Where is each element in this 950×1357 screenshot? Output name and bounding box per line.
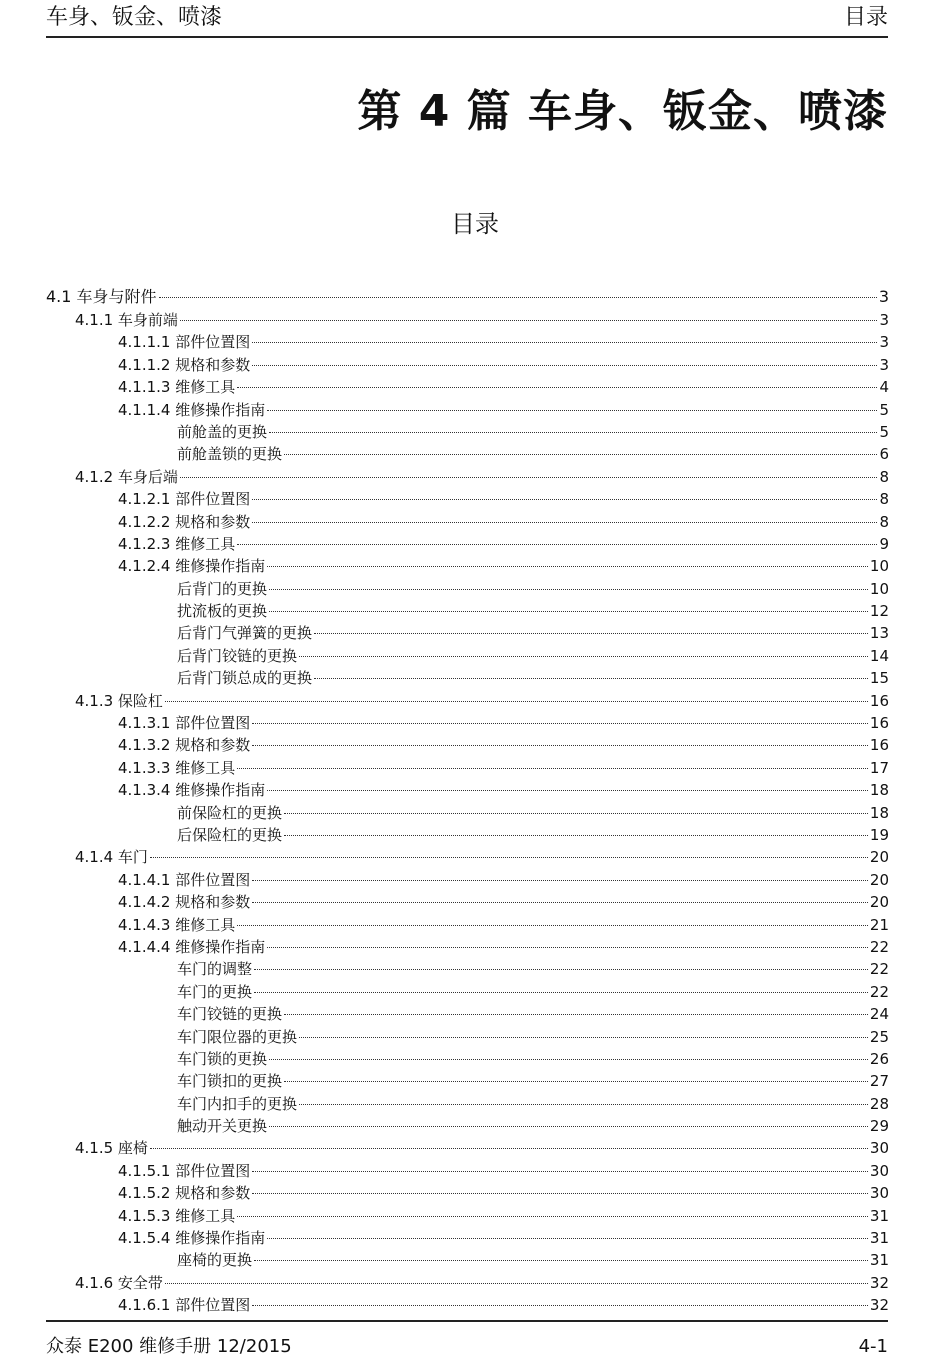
toc-entry[interactable] <box>46 667 889 689</box>
dot-leader <box>252 902 868 903</box>
dot-leader <box>284 454 877 455</box>
toc-entry-page: 30 <box>869 1184 889 1203</box>
dot-leader <box>269 589 868 590</box>
toc-entry[interactable] <box>46 354 889 376</box>
toc-entry-label: 车门锁扣的更换 <box>177 1072 283 1091</box>
toc-entry[interactable] <box>46 914 889 936</box>
dot-leader <box>237 768 868 769</box>
toc-entry[interactable] <box>46 824 889 846</box>
footer-page-number: 4-1 <box>858 1336 888 1357</box>
toc-entry-label: 扰流板的更换 <box>177 602 268 621</box>
toc-heading: 目录 <box>451 210 499 238</box>
dot-leader <box>267 1238 868 1239</box>
toc-entry[interactable] <box>46 555 889 577</box>
toc-entry-label: 4.1.5 座椅 <box>75 1139 148 1158</box>
toc-entry-label: 4.1.5.4 维修操作指南 <box>118 1229 266 1248</box>
dot-leader <box>314 678 868 679</box>
toc-entry-page: 22 <box>869 937 889 956</box>
toc-entry-page: 20 <box>869 870 889 889</box>
dot-leader <box>150 857 868 858</box>
toc-entry[interactable] <box>46 488 889 510</box>
toc-entry-label: 4.1.2.2 规格和参数 <box>118 512 251 531</box>
toc-entry-label: 4.1.5.1 部件位置图 <box>118 1161 251 1180</box>
toc-entry-label: 4.1.2.4 维修操作指南 <box>118 557 266 576</box>
toc-entry-page: 6 <box>879 445 889 464</box>
dot-leader <box>165 1283 868 1284</box>
toc-entry-label: 4.1.4.3 维修工具 <box>118 915 236 934</box>
toc-entry[interactable] <box>46 376 889 398</box>
toc-entry-label: 4.1.3.3 维修工具 <box>118 758 236 777</box>
toc-entry[interactable] <box>46 466 889 488</box>
toc-entry[interactable] <box>46 1205 889 1227</box>
dot-leader <box>269 611 868 612</box>
toc-entry-page: 4 <box>879 378 889 397</box>
toc-entry-page: 3 <box>879 333 889 352</box>
dot-leader <box>284 835 868 836</box>
toc-entry-page: 31 <box>869 1229 889 1248</box>
toc-entry-label: 车门铰链的更换 <box>177 1005 283 1024</box>
toc-entry[interactable] <box>46 734 889 756</box>
toc-entry-page: 18 <box>869 781 889 800</box>
toc-entry-label: 4.1.3.4 维修操作指南 <box>118 781 266 800</box>
toc-entry[interactable] <box>46 690 889 712</box>
toc-entry[interactable] <box>46 1093 889 1115</box>
dot-leader <box>252 880 868 881</box>
dot-leader <box>299 1104 868 1105</box>
dot-leader <box>252 745 868 746</box>
toc-entry-label: 4.1.3.1 部件位置图 <box>118 714 251 733</box>
dot-leader <box>267 790 868 791</box>
toc-entry-page: 21 <box>869 915 889 934</box>
dot-leader <box>252 1193 868 1194</box>
toc-entry-label: 4.1.2 车身后端 <box>75 467 178 486</box>
toc-entry-page: 30 <box>869 1161 889 1180</box>
toc-entry[interactable] <box>46 1227 889 1249</box>
toc-entry-label: 前保险杠的更换 <box>177 803 283 822</box>
dot-leader <box>267 410 877 411</box>
dot-leader <box>252 1171 868 1172</box>
toc-entry[interactable] <box>46 600 889 622</box>
toc-entry-page: 8 <box>879 512 889 531</box>
toc-entry-label: 车门内扣手的更换 <box>177 1094 298 1113</box>
toc-entry-page: 5 <box>879 422 889 441</box>
toc-entry-label: 触动开关更换 <box>177 1117 268 1136</box>
dot-leader <box>252 499 877 500</box>
toc-entry-page: 5 <box>879 400 889 419</box>
dot-leader <box>269 1059 868 1060</box>
toc-entry[interactable] <box>46 757 889 779</box>
toc-entry-label: 4.1.1.3 维修工具 <box>118 378 236 397</box>
toc-entry[interactable] <box>46 285 889 309</box>
header-section-title: 车身、钣金、喷漆 <box>46 5 223 30</box>
toc-entry-page: 16 <box>869 691 889 710</box>
toc-entry-page: 30 <box>869 1139 889 1158</box>
toc-entry[interactable] <box>46 1070 889 1092</box>
toc-entry-page: 20 <box>869 848 889 867</box>
toc-entry-page: 16 <box>869 736 889 755</box>
dot-leader <box>237 1216 868 1217</box>
dot-leader <box>237 387 877 388</box>
dot-leader <box>299 656 868 657</box>
toc-entry-page: 31 <box>869 1251 889 1270</box>
toc-entry[interactable] <box>46 1249 889 1271</box>
toc-entry-label: 4.1.2.1 部件位置图 <box>118 490 251 509</box>
dot-leader <box>314 633 868 634</box>
dot-leader <box>150 1148 868 1149</box>
toc-entry-page: 31 <box>869 1206 889 1225</box>
toc-entry-page: 25 <box>869 1027 889 1046</box>
toc-entry-page: 10 <box>869 557 889 576</box>
toc-entry-label: 4.1.4.1 部件位置图 <box>118 870 251 889</box>
toc-entry-label: 4.1.1.4 维修操作指南 <box>118 400 266 419</box>
toc-entry-page: 17 <box>869 758 889 777</box>
toc-entry-label: 前舱盖的更换 <box>177 422 268 441</box>
toc-entry-page: 15 <box>869 669 889 688</box>
dot-leader <box>267 947 868 948</box>
table-of-contents <box>46 285 889 1317</box>
toc-entry-page: 3 <box>879 311 889 329</box>
toc-entry[interactable] <box>46 1048 889 1070</box>
toc-entry-page: 27 <box>869 1072 889 1091</box>
toc-entry[interactable] <box>46 1115 889 1137</box>
toc-entry[interactable] <box>46 891 889 913</box>
dot-leader <box>267 566 868 567</box>
toc-entry[interactable] <box>46 399 889 421</box>
dot-leader <box>165 701 868 702</box>
toc-entry-label: 车门锁的更换 <box>177 1049 268 1068</box>
toc-entry-label: 4.1.5.2 规格和参数 <box>118 1184 251 1203</box>
toc-entry-page: 20 <box>869 893 889 912</box>
toc-entry-label: 4.1.6 安全带 <box>75 1273 163 1292</box>
toc-entry-page: 26 <box>869 1049 889 1068</box>
toc-entry-page: 32 <box>869 1296 889 1315</box>
toc-entry-page: 24 <box>869 1005 889 1024</box>
toc-entry-label: 座椅的更换 <box>177 1251 253 1270</box>
dot-leader <box>284 1014 868 1015</box>
toc-entry[interactable] <box>46 1272 889 1294</box>
toc-entry[interactable] <box>46 779 889 801</box>
dot-leader <box>254 969 868 970</box>
toc-entry-label: 车门的更换 <box>177 982 253 1001</box>
toc-entry-label: 4.1.2.3 维修工具 <box>118 534 236 553</box>
dot-leader <box>252 723 868 724</box>
toc-entry[interactable] <box>46 1182 889 1204</box>
toc-entry-label: 后背门锁总成的更换 <box>177 669 313 688</box>
toc-entry[interactable] <box>46 421 889 443</box>
dot-leader <box>180 320 878 321</box>
dot-leader <box>252 522 877 523</box>
toc-entry-label: 4.1.1 车身前端 <box>75 311 178 329</box>
toc-entry-label: 4.1.3 保险杠 <box>75 691 163 710</box>
toc-entry-page: 32 <box>869 1273 889 1292</box>
part-title: 第 4 篇 车身、钣金、喷漆 <box>357 86 888 137</box>
toc-entry[interactable] <box>46 645 889 667</box>
dot-leader <box>269 1126 868 1127</box>
toc-entry-page: 28 <box>869 1094 889 1113</box>
toc-entry-label: 4.1.4 车门 <box>75 848 148 867</box>
toc-entry-label: 后保险杠的更换 <box>177 825 283 844</box>
toc-entry-page: 3 <box>879 355 889 374</box>
dot-leader <box>254 1260 868 1261</box>
dot-leader <box>284 813 868 814</box>
toc-entry[interactable] <box>46 511 889 533</box>
running-header <box>46 0 888 38</box>
header-toc-label: 目录 <box>843 5 888 30</box>
toc-entry-label: 4.1.1.1 部件位置图 <box>118 333 251 352</box>
toc-entry-page: 8 <box>879 490 889 509</box>
toc-entry-page: 18 <box>869 803 889 822</box>
dot-leader <box>299 1037 868 1038</box>
toc-entry[interactable] <box>46 578 889 600</box>
toc-entry-page: 13 <box>869 624 889 643</box>
toc-entry[interactable] <box>46 331 889 353</box>
dot-leader <box>237 925 868 926</box>
toc-entry-label: 后背门气弹簧的更换 <box>177 624 313 643</box>
toc-entry[interactable] <box>46 846 889 868</box>
toc-entry-label: 4.1.6.1 部件位置图 <box>118 1296 251 1315</box>
toc-entry[interactable] <box>46 981 889 1003</box>
toc-entry[interactable] <box>46 712 889 734</box>
toc-entry-label: 4.1.5.3 维修工具 <box>118 1206 236 1225</box>
toc-entry[interactable] <box>46 309 889 331</box>
toc-entry[interactable] <box>46 802 889 824</box>
toc-entry[interactable] <box>46 1026 889 1048</box>
toc-entry-page: 29 <box>869 1117 889 1136</box>
dot-leader <box>237 544 877 545</box>
toc-entry-page: 8 <box>879 467 889 486</box>
dot-leader <box>180 477 878 478</box>
dot-leader <box>252 365 877 366</box>
toc-entry[interactable] <box>46 1294 889 1316</box>
footer-manual-title: 众泰 E200 维修手册 12/2015 <box>46 1336 292 1357</box>
toc-entry[interactable] <box>46 869 889 891</box>
toc-entry-page: 10 <box>869 579 889 598</box>
toc-entry-label: 后背门的更换 <box>177 579 268 598</box>
dot-leader <box>159 297 877 298</box>
toc-entry-page: 3 <box>878 287 889 306</box>
toc-entry-page: 22 <box>869 960 889 979</box>
toc-entry[interactable] <box>46 622 889 644</box>
toc-entry-label: 4.1.1.2 规格和参数 <box>118 355 251 374</box>
running-footer <box>46 1320 888 1356</box>
dot-leader <box>252 342 877 343</box>
toc-entry[interactable] <box>46 1137 889 1159</box>
toc-entry-page: 14 <box>869 646 889 665</box>
toc-entry-label: 4.1.3.2 规格和参数 <box>118 736 251 755</box>
dot-leader <box>269 432 877 433</box>
toc-entry-label: 前舱盖锁的更换 <box>177 445 283 464</box>
toc-entry-label: 车门限位器的更换 <box>177 1027 298 1046</box>
toc-entry-page: 22 <box>869 982 889 1001</box>
toc-entry-label: 4.1 车身与附件 <box>46 287 157 306</box>
toc-entry-label: 4.1.4.4 维修操作指南 <box>118 937 266 956</box>
toc-entry[interactable] <box>46 443 889 465</box>
toc-entry-label: 后背门铰链的更换 <box>177 646 298 665</box>
toc-entry-label: 车门的调整 <box>177 960 253 979</box>
toc-entry[interactable] <box>46 1160 889 1182</box>
dot-leader <box>284 1081 868 1082</box>
toc-entry-page: 12 <box>869 602 889 621</box>
toc-entry[interactable] <box>46 533 889 555</box>
dot-leader <box>252 1305 868 1306</box>
toc-entry[interactable] <box>46 958 889 980</box>
toc-entry[interactable] <box>46 1003 889 1025</box>
toc-entry-page: 9 <box>879 534 889 553</box>
toc-entry-page: 16 <box>869 714 889 733</box>
toc-entry[interactable] <box>46 936 889 958</box>
toc-entry-label: 4.1.4.2 规格和参数 <box>118 893 251 912</box>
dot-leader <box>254 992 868 993</box>
toc-entry-page: 19 <box>869 825 889 844</box>
